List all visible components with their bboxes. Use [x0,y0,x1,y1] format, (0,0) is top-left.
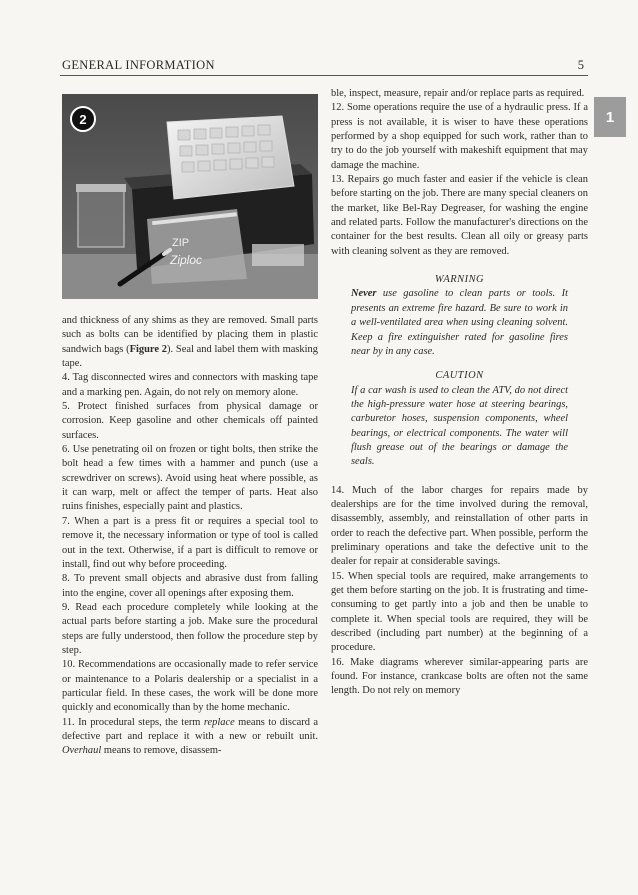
figure-reference: Figure 2 [129,343,168,355]
paragraph-8: 8. To prevent small objects and abrasive dust from falling into the engine, cover all openings after exposing them. [62,573,318,599]
paragraph-text: means to discard a defective part and replace it with a new or rebuilt unit. [62,716,318,742]
paragraph-3-continued [62,314,318,371]
paragraph-12: 12. Some operations require the use of a hydraulic press. If a press is not available, it is wiser to have these operations performed by a shop equipped for such work, rather than to try to do the job yourself with makeshift equipment that may damage the machine. [331,102,588,171]
term-overhaul: Overhaul [62,745,102,757]
figure-number: 2 [79,112,87,127]
paragraph-text: ). Seal and label them with masking tape. [62,343,318,370]
warning-body [351,287,568,359]
paragraph-6: 6. Use penetrating oil on frozen or tight bolts, then strike the bolt head a few times with a hammer and punch (use a screwdriver on screws). Avoid using heat where possible, as it can warp, melt or affect the temper of parts. Heat also ruins finishes, especially paint and plastics. [62,444,318,513]
term-replace: replace [203,716,235,728]
running-header [62,58,584,74]
spacer [331,359,588,369]
spacer [331,470,588,484]
section-title: GENERAL INFORMATION [62,58,215,72]
paragraph-5: 5. Protect finished surfaces from physical damage or corrosion. Keep gasoline and other chemicals off painted surfaces. [62,401,318,441]
caution-title: CAUTION [435,370,484,382]
warning-title: WARNING [434,274,485,286]
paragraph-text: means to remove, disassem- [101,745,222,757]
parts-bag-illustration [62,94,318,299]
bag-brand-text-2: Ziploc [170,253,203,267]
chapter-tab: 1 [594,97,626,137]
paragraph-15: 15. When special tools are required, make arrangements to get them before starting on the job. It is frustrating and time-consuming to get partly into a job and then be unable to complete it. When special tools are required, they will be described (including part number) at the beginning of a procedure. [331,570,588,654]
header-rule [60,75,588,76]
warning-box [351,273,568,359]
paragraph-7: 7. When a part is a press fit or requires a special tool to remove it, the necessary information or type of tool is called out in the text. Otherwise, if a part is difficult to remove or install, find out why before proceeding. [62,515,318,570]
caution-box [351,369,568,469]
paragraph-text: 11. In procedural steps, the term [62,716,204,728]
right-column [331,87,588,699]
page-number: 5 [577,58,584,72]
paragraph-14: 14. Much of the labor charges for repairs made by dealerships are for the time involved during the removal, disassembly, assembly, and reinstallation of other parts in order to reach the defective part. When possible, perform the preliminary operations and take the defective unit to the dealer for repair at considerable savings. [331,484,588,568]
paragraph-4: 4. Tag disconnected wires and connectors with masking tape and a marking pen. Again, do not rely on memory alone. [62,372,318,398]
paragraph-10: 10. Recommendations are occasionally made to refer service or maintenance to a Polaris dealership or a specialist in a particular field. In these cases, the work will be done more quickly and economically than by the home mechanic. [62,659,318,714]
paragraph-11 [62,716,318,759]
spacer [331,259,588,273]
paragraph-9: 9. Read each procedure completely while looking at the actual parts before starting a job. Make sure the procedural steps are fully understood, then follow the procedure step by step. [62,601,318,656]
caution-body: If a car wash is used to clean the ATV, do not direct the high-pressure water hose at steering bearings, carburetor hoses, suspension components, wheel bearings, or electrical components. The water will flush grease out of the bearings or damage the seals. [351,384,568,468]
warning-text: use gasoline to clean parts or tools. It presents an extreme fire hazard. Be sure to work in a well-ventilated area when using cleaning solvent. Keep a fire extinguisher rated for gasoline fires near by in any case. [351,288,568,357]
left-column [62,314,318,759]
paragraph-13: 13. Repairs go much faster and easier if the vehicle is clean before starting on the job. There are many special cleaners on the market, like Bel-Ray Degreaser, for washing the engine and related parts. Follow the manufacturer's directions on the container for the best results. Clean all oily or greasy parts with cleaning solvent as they are removed. [331,174,588,257]
figure-photo [62,94,318,299]
paragraph-16: 16. Make diagrams wherever similar-appearing parts are found. For instance, crankcase bolts are often not the same length. Do not rely on memory [331,656,588,697]
bag-brand-text-1: ZIP [172,237,190,249]
warning-emphasis: Never [351,288,377,300]
paragraph-text: and thickness of any shims as they are removed. Small parts such as bolts can be identified by placing them in plastic sandwich bags ( [62,315,318,355]
paragraph-11-continued: ble, inspect, measure, repair and/or replace parts as required. [331,88,585,99]
